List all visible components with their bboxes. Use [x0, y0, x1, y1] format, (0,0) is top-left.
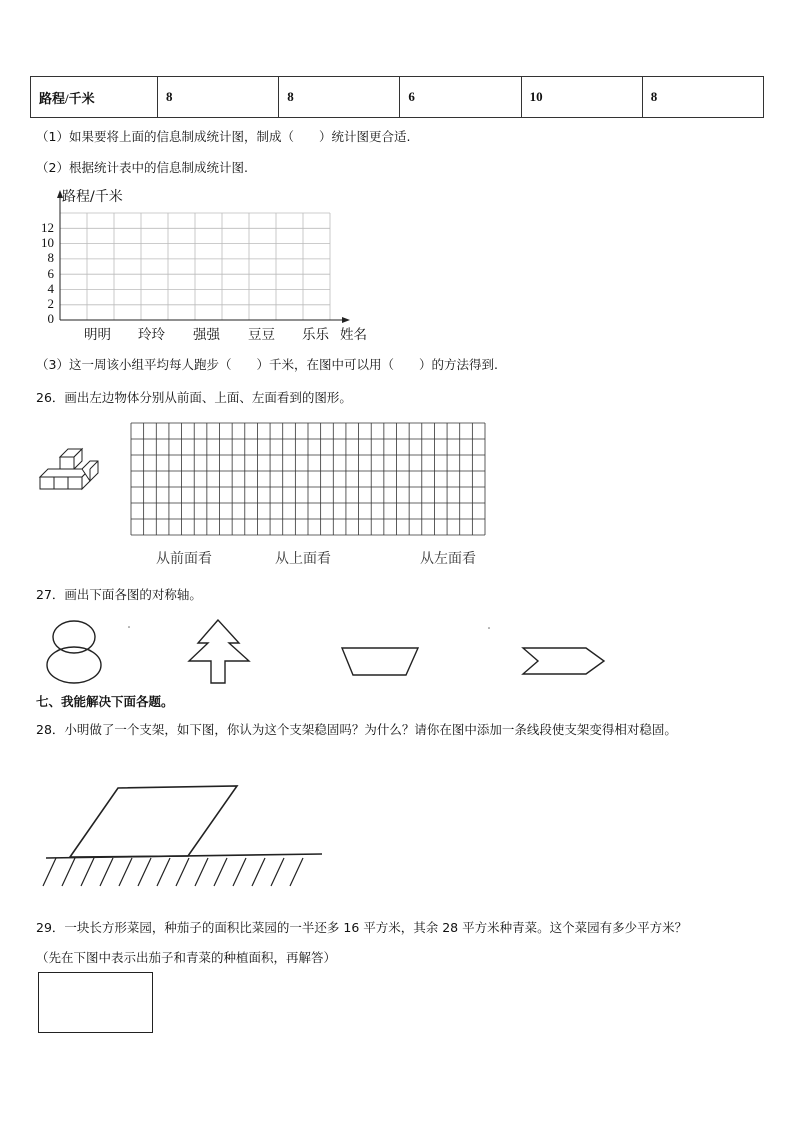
cube-stack-figure [38, 447, 104, 495]
question-3: （3）这一周该小组平均每人跑步（ ）千米，在图中可以用（ ）的方法得到. [36, 357, 498, 372]
arrow-shape [523, 648, 604, 674]
y-tick: 0 [47, 311, 54, 327]
view-label-left: 从左面看 [420, 551, 476, 567]
question-29: 29．一块长方形菜园，种茄子的面积比菜园的一半还多 16 平方米，其余 28 平方米种青菜。这个菜园有多少平方米？ [36, 920, 688, 935]
bracket-figure [40, 782, 330, 892]
question-27: 27．画出下面各图的对称轴。 [36, 587, 202, 602]
question-29-note: （先在下图中表示出茄子和青菜的种植面积，再解答） [36, 950, 337, 965]
table-cell: 6 [400, 77, 521, 118]
trapezoid-shape [342, 648, 418, 675]
y-tick: 12 [41, 220, 54, 235]
y-tick: 6 [47, 265, 54, 281]
table-cell: 8 [158, 77, 279, 118]
chart-name: 玲玲 [138, 327, 165, 343]
y-tick: 8 [47, 250, 54, 266]
y-tick: 2 [47, 296, 54, 312]
drawing-grid [130, 422, 486, 536]
row-label: 路程/千米 [31, 77, 158, 118]
view-label-front: 从前面看 [156, 551, 212, 567]
chart-name: 明明 [84, 327, 111, 343]
section-heading: 七、我能解决下面各题。 [36, 694, 174, 709]
figure-eight-top [53, 621, 95, 653]
garden-rectangle [38, 972, 153, 1033]
chart-y-label: 路程/千米 [62, 189, 123, 205]
question-1: （1）如果要将上面的信息制成统计图，制成（ ）统计图更合适. [36, 129, 411, 144]
view-label-top: 从上面看 [275, 551, 331, 567]
ground-line [46, 854, 322, 858]
chart-name: 强强 [193, 327, 220, 343]
question-26: 26．画出左边物体分别从前面、上面、左面看到的图形。 [36, 390, 352, 405]
chart-name: 豆豆 [248, 327, 275, 343]
y-tick: 10 [41, 235, 54, 251]
table-cell: 8 [642, 77, 763, 118]
parallelogram-frame [70, 786, 237, 857]
tree-shape [189, 620, 249, 683]
y-tick: 4 [47, 280, 54, 296]
table-cell: 8 [279, 77, 400, 118]
table-cell: 10 [521, 77, 642, 118]
question-28: 28．小明做了一个支架，如下图，你认为这个支架稳固吗？为什么？请你在图中添加一条线段使支架变得相对稳固。 [36, 722, 677, 737]
chart-x-label: 姓名 [340, 327, 367, 343]
symmetry-figures [0, 615, 794, 695]
chart-name: 乐乐 [302, 327, 329, 343]
question-2: （2）根据统计表中的信息制成统计图. [36, 160, 248, 175]
